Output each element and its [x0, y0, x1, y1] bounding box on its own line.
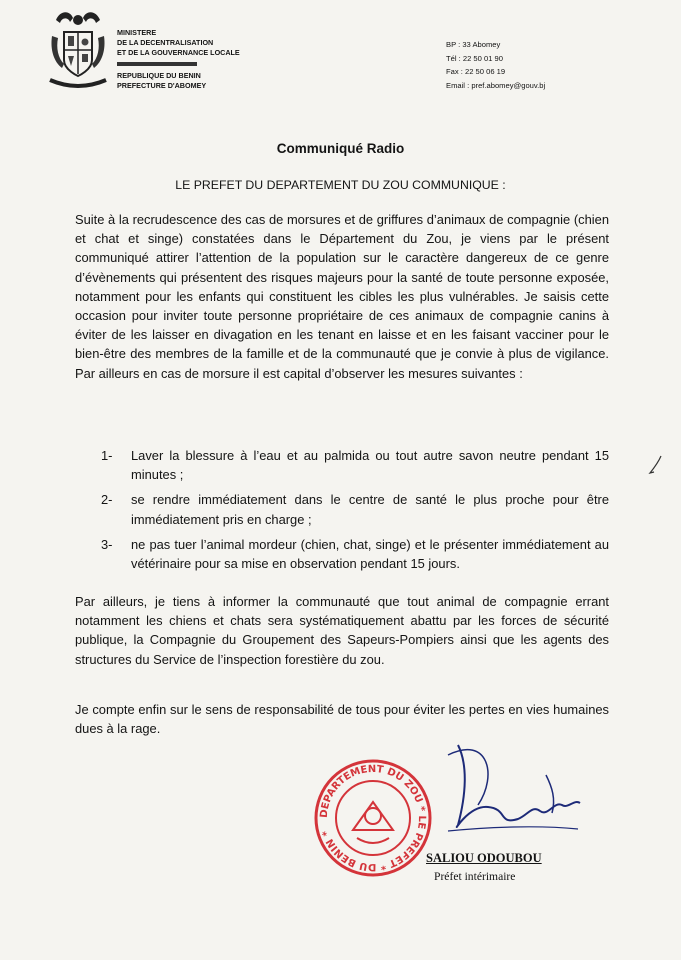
list-item: [101, 535, 609, 573]
stray-pen-mark-icon: [648, 455, 664, 475]
list-item: [101, 446, 609, 484]
list-number: 1-: [101, 448, 113, 463]
flag-divider: [117, 62, 197, 66]
fax: Fax : 22 50 06 19: [446, 67, 506, 76]
signatory-title: Préfet intérimaire: [434, 870, 516, 883]
signatory-name: SALIOU ODOUBOU: [426, 851, 542, 865]
telephone: Tél : 22 50 01 90: [446, 53, 503, 63]
contact-block: [446, 38, 545, 92]
list-item: [101, 490, 609, 528]
list-text: ne pas tuer l’animal mordeur (chien, chat, singe) et le présenter immédiatement au vétérinaire pour sa mise en observation pendant 15 jours.: [131, 536, 609, 572]
list-number: 3-: [101, 536, 113, 552]
signature: [428, 735, 588, 845]
list-text: Laver la blessure à l’eau et au palmida ou tout autre savon neutre pendant 15 minutes ;: [131, 448, 609, 483]
list-number: 2-: [101, 492, 113, 508]
postal-box: BP : 33 Abomey: [446, 40, 501, 49]
ministry-line-1: MINISTERE: [117, 28, 157, 37]
republic-label: REPUBLIQUE DU BENIN: [117, 71, 201, 80]
document-title: Communiqué Radio: [276, 141, 405, 156]
ministry-line-3: ET DE LA GOUVERNANCE LOCALE: [117, 48, 240, 57]
paragraph-intro: Suite à la recrudescence des cas de morsures et de griffures d’animaux de compagnie (chien et chat et singe) constatées dans le Département du Zou, je viens par le présent communiqué attirer l’attention de la population sur le caractère dangereux de ce genre d’évènements qui présentent des risques majeurs pour la santé de toute personne exposée, notamment pour les enfants qui constituent les cibles les plus vulnérables. Je saisis cette occasion pour inviter toute personne propriétaire de ces animaux de compagnie canins à éviter de les laisser en divagation en les tenant en laisse et en les faisant vacciner pour le bien-être des membres de la famille et de la communauté que je convie à plus de vigilance. Par ailleurs en cas de morsure il est capital d’observer les mesures suivantes :: [75, 212, 609, 381]
ministry-line-2: DE LA DECENTRALISATION: [117, 38, 214, 47]
measures-list: [101, 446, 609, 579]
document-subtitle: LE PREFET DU DEPARTEMENT DU ZOU COMMUNIQUE :: [175, 178, 506, 192]
list-text: se rendre immédiatement dans le centre de santé le plus proche pour être immédiatement pris en charge ;: [131, 492, 609, 527]
prefecture-label: PREFECTURE D'ABOMEY: [117, 81, 207, 90]
coat-of-arms-emblem: [46, 6, 110, 96]
email: Email : pref.abomey@gouv.bj: [446, 80, 546, 90]
paragraph-closing: Je compte enfin sur le sens de responsabilité de tous pour éviter les pertes en vies humaines dues à la rage.: [75, 702, 609, 737]
ministry-header: [117, 28, 240, 91]
official-stamp: [313, 758, 433, 878]
stamp-ring-text: DEPARTEMENT DU ZOU * LE PREFET * DU BENIN *: [318, 763, 428, 873]
paragraph-stray-animals: Par ailleurs, je tiens à informer la communauté que tout animal de compagnie errant notamment les chiens et chats sera systématiquement abattu par les forces de sécurité publique, la Compagnie du Groupement des Sapeurs-Pompiers ainsi que les agents des structures du Service de l’inspection forestière du zou.: [75, 594, 609, 667]
